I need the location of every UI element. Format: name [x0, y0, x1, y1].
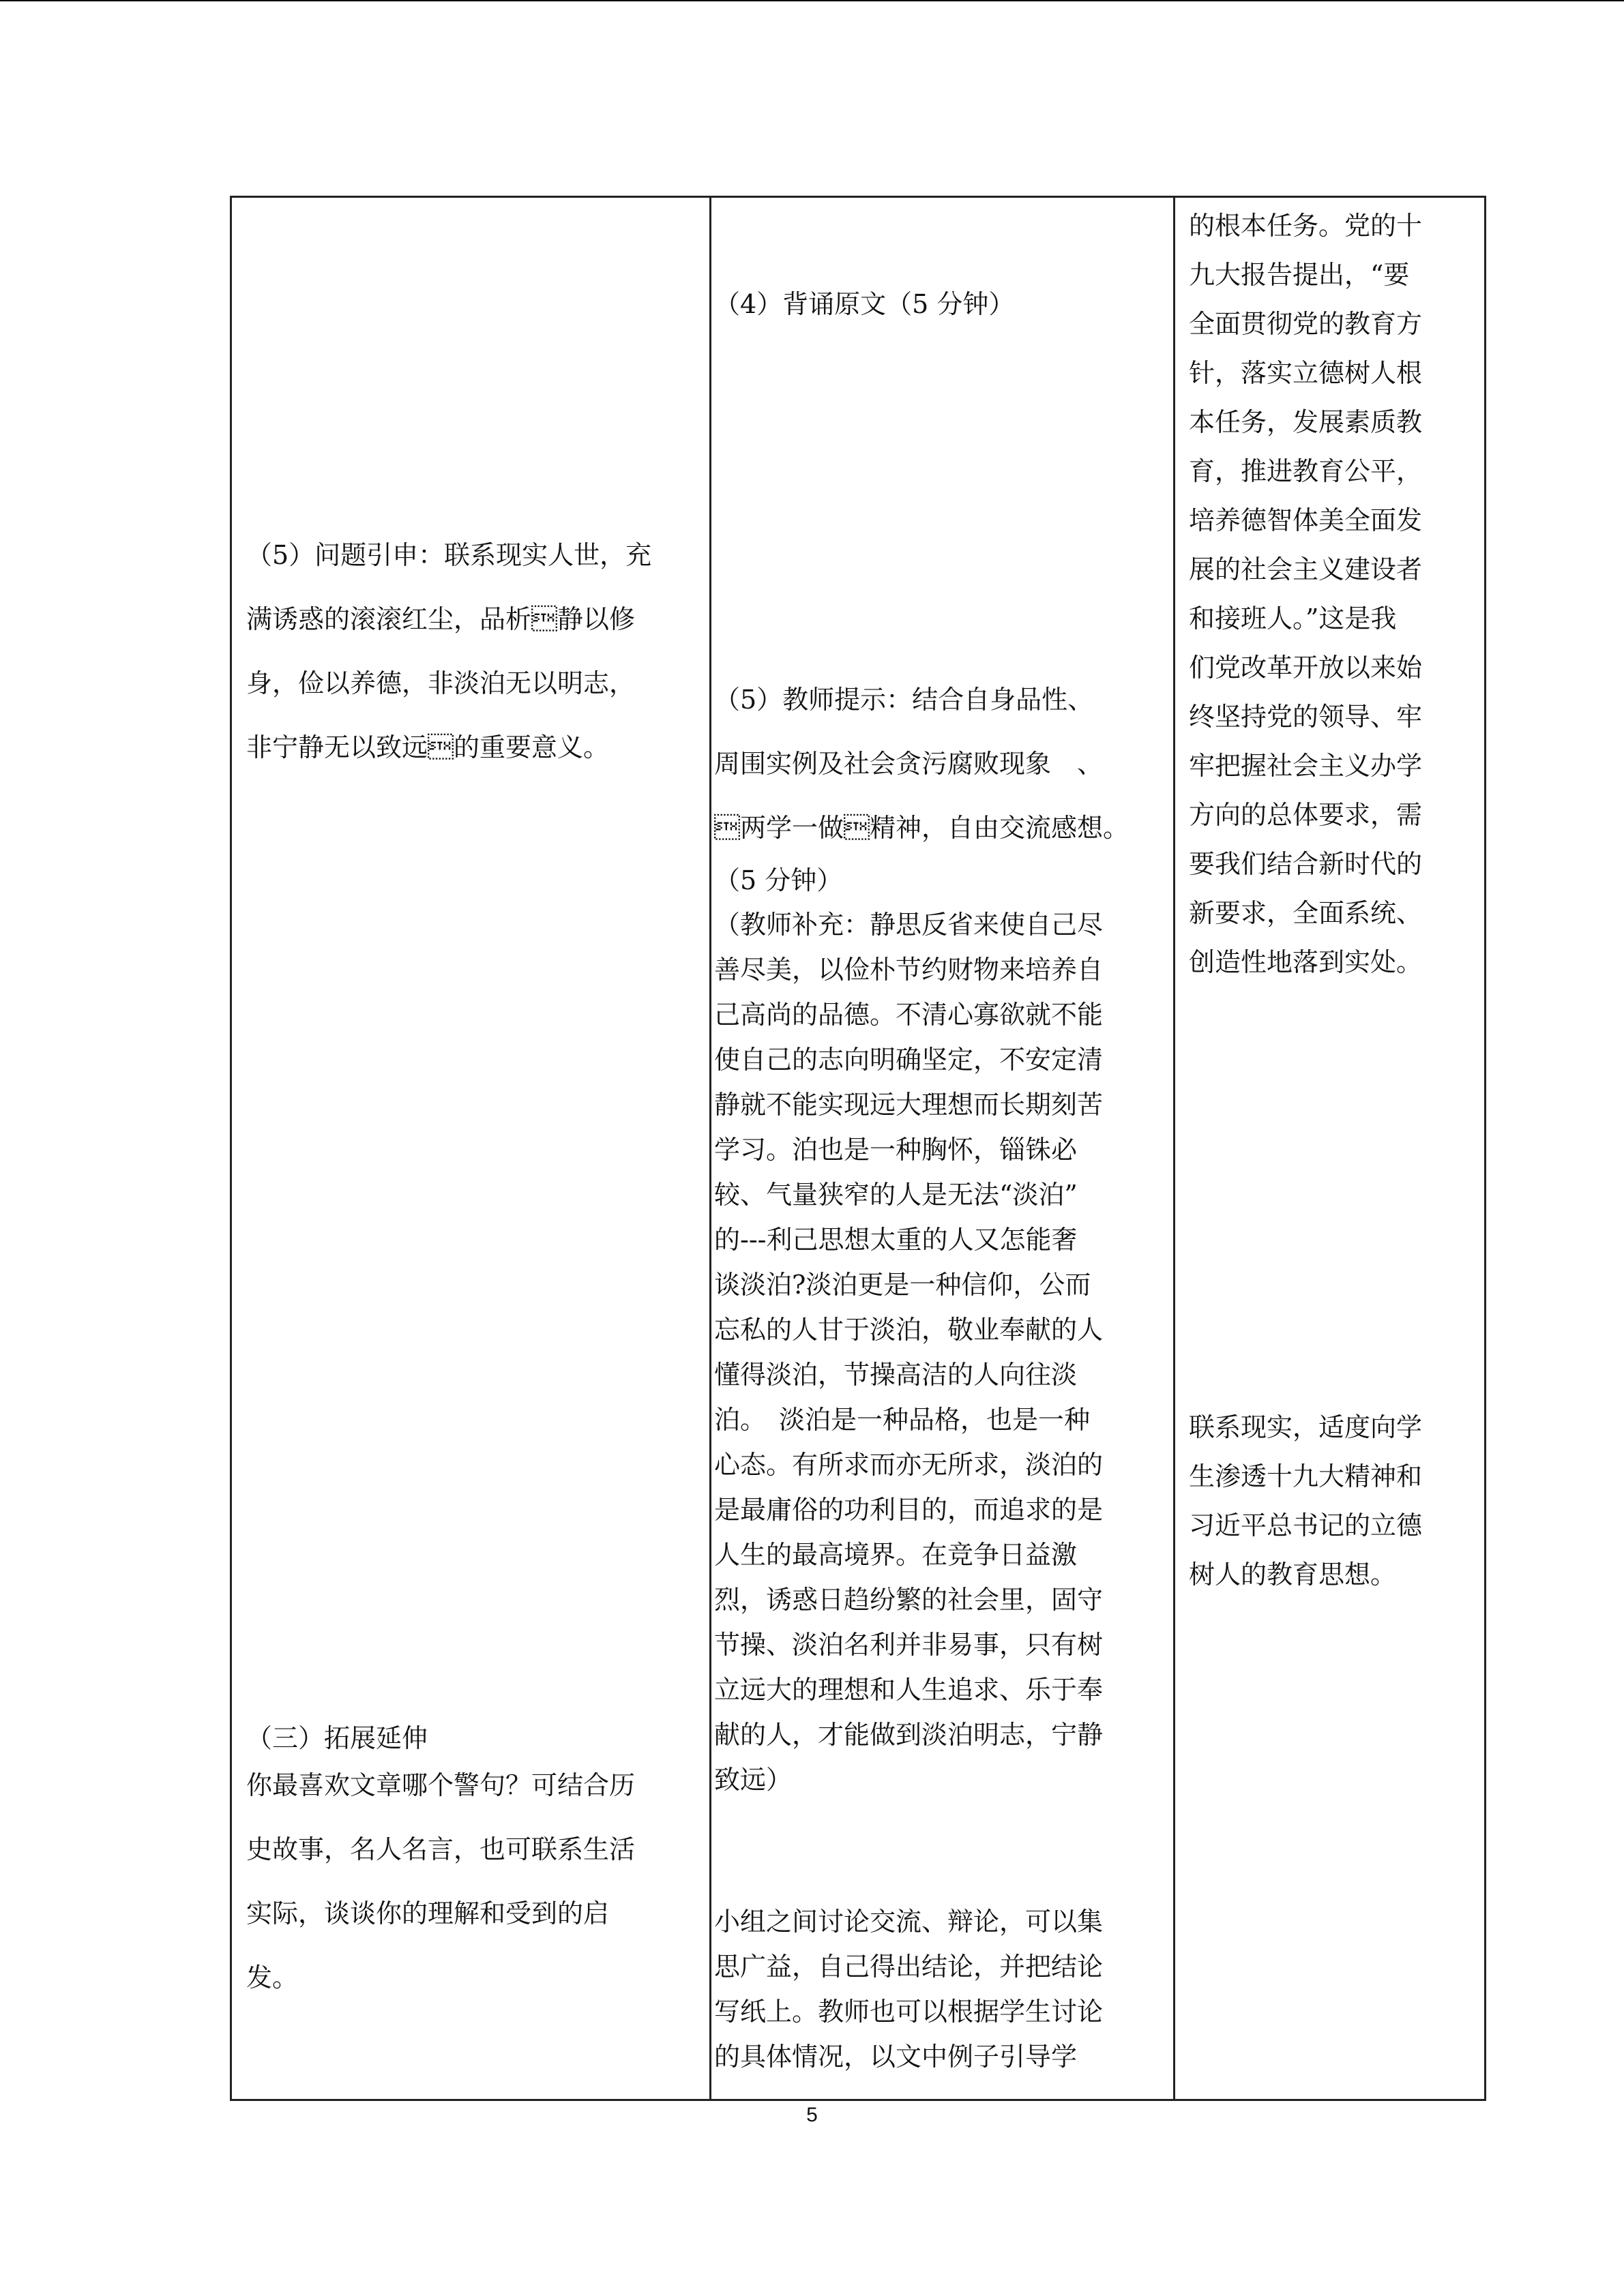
- text-line: 忘私的人甘于淡泊，敬业奉献的人: [714, 1315, 1104, 1345]
- text-line: 实际，谈谈你的理解和受到的启: [246, 1898, 610, 1928]
- top-border-line: [0, 0, 1624, 1]
- extension-body: [246, 1753, 635, 2010]
- text-line: 的具体情况，以文中例子引导学: [714, 2042, 1078, 2072]
- text-line: 烈，诱惑日趋纷繁的社会里，固守: [714, 1585, 1104, 1615]
- text-line: 的根本任务。党的十: [1189, 211, 1423, 241]
- text-line: 方向的总体要求，需: [1189, 800, 1423, 830]
- text-line: 联系现实，适度向学: [1189, 1412, 1423, 1442]
- text-line: 周围实例及社会贪污腐败现象 、: [714, 749, 1104, 779]
- text-line: 你最喜欢文章哪个警句？可结合历: [246, 1770, 636, 1800]
- text-line: 己高尚的品德。不清心寡欲就不能: [714, 1000, 1104, 1030]
- recite-text: （4）背诵原文（5 分钟）: [714, 289, 1015, 319]
- text-line: 致远）: [714, 1765, 793, 1795]
- text-line: （5）问题引申：联系现实人世，充: [246, 540, 652, 570]
- text-line: 树人的教育思想。: [1189, 1560, 1397, 1590]
- text-line: 生渗透十九大精神和: [1189, 1461, 1423, 1491]
- text-line: 九大报告提出，“要: [1189, 260, 1410, 290]
- text-line: 谈淡泊?淡泊更是一种信仰，公而: [714, 1270, 1091, 1300]
- text-line: 全面贯彻党的教育方: [1189, 309, 1423, 339]
- text-line: 献的人，才能做到淡泊明志，宁静: [714, 1720, 1104, 1750]
- text-line: 善尽美，以俭朴节约财物来培养自: [714, 955, 1104, 985]
- text-line: 本任务，发展素质教: [1189, 407, 1423, 437]
- text-line: 史故事，名人名言，也可联系生活: [246, 1834, 636, 1864]
- group-discussion-block: [714, 1899, 1103, 2079]
- text-line: 育，推进教育公平，: [1189, 456, 1423, 486]
- text-line: 创造性地落到实处。: [1189, 947, 1423, 977]
- teacher-hint-block: [714, 668, 1129, 860]
- text-line: （教师补充：静思反省来使自己尽: [714, 910, 1104, 940]
- text-line: 新要求，全面系统、: [1189, 898, 1423, 928]
- text-line: 立远大的理想和人生追求、乐于奉: [714, 1675, 1104, 1705]
- text-line: 的---利己思想太重的人又怎能奢: [714, 1225, 1078, 1255]
- text-line: 牢把握社会主义办学: [1189, 751, 1423, 781]
- text-line: 针，落实立德树人根: [1189, 358, 1423, 388]
- text-line: 要我们结合新时代的: [1189, 849, 1423, 879]
- question-extension-block: [246, 523, 651, 779]
- text-line: 节操、淡泊名利并非易事，只有树: [714, 1630, 1104, 1660]
- text-line: 习近平总书记的立德: [1189, 1510, 1423, 1540]
- text-line: 较、气量狭窄的人是无法“淡泊”: [714, 1180, 1078, 1210]
- page-number: 5: [806, 2104, 818, 2126]
- hint-time: （5 分钟）: [714, 865, 843, 895]
- teacher-supplement-block: [714, 902, 1103, 1802]
- text-line: 两学一做精神，自由交流感想。: [714, 813, 1130, 843]
- text-line: 使自己的志向明确坚定，不安定清: [714, 1045, 1104, 1075]
- design-intent-block: [1189, 201, 1422, 987]
- lesson-plan-table: [230, 196, 1486, 2101]
- connect-reality-block: [1189, 1403, 1422, 1599]
- text-line: 学习。泊也是一种胸怀，锱铢必: [714, 1135, 1078, 1165]
- column-divider: [709, 198, 711, 2099]
- text-line: 非宁静无以致远的重要意义。: [246, 732, 610, 762]
- text-line: 展的社会主义建设者: [1189, 554, 1423, 584]
- extension-title: （三）拓展延伸: [246, 1723, 428, 1753]
- text-line: 写纸上。教师也可以根据学生讨论: [714, 1997, 1104, 2027]
- text-line: 和接班人。”这是我: [1189, 603, 1397, 633]
- text-line: 满诱惑的滚滚红尘，品析静以修: [246, 604, 636, 634]
- text-line: 培养德智体美全面发: [1189, 505, 1423, 535]
- text-line: 心态。有所求而亦无所求，淡泊的: [714, 1450, 1104, 1480]
- column-divider: [1173, 198, 1175, 2099]
- text-line: 静就不能实现远大理想而长期刻苦: [714, 1090, 1104, 1120]
- text-line: 是最庸俗的功利目的，而追求的是: [714, 1495, 1104, 1525]
- text-line: 小组之间讨论交流、辩论，可以集: [714, 1907, 1104, 1937]
- text-line: 人生的最高境界。在竞争日益激: [714, 1540, 1078, 1570]
- text-line: 终坚持党的领导、牢: [1189, 702, 1423, 732]
- text-line: 身，俭以养德，非淡泊无以明志，: [246, 668, 636, 698]
- text-line: 们党改革开放以来始: [1189, 653, 1423, 683]
- text-line: 发。: [246, 1963, 299, 1993]
- text-line: 懂得淡泊，节操高洁的人向往淡: [714, 1360, 1078, 1390]
- text-line: （5）教师提示：结合自身品性、: [714, 685, 1094, 715]
- text-line: 泊。 淡泊是一种品格，也是一种: [714, 1405, 1091, 1435]
- text-line: 思广益，自己得出结论，并把结论: [714, 1952, 1104, 1982]
